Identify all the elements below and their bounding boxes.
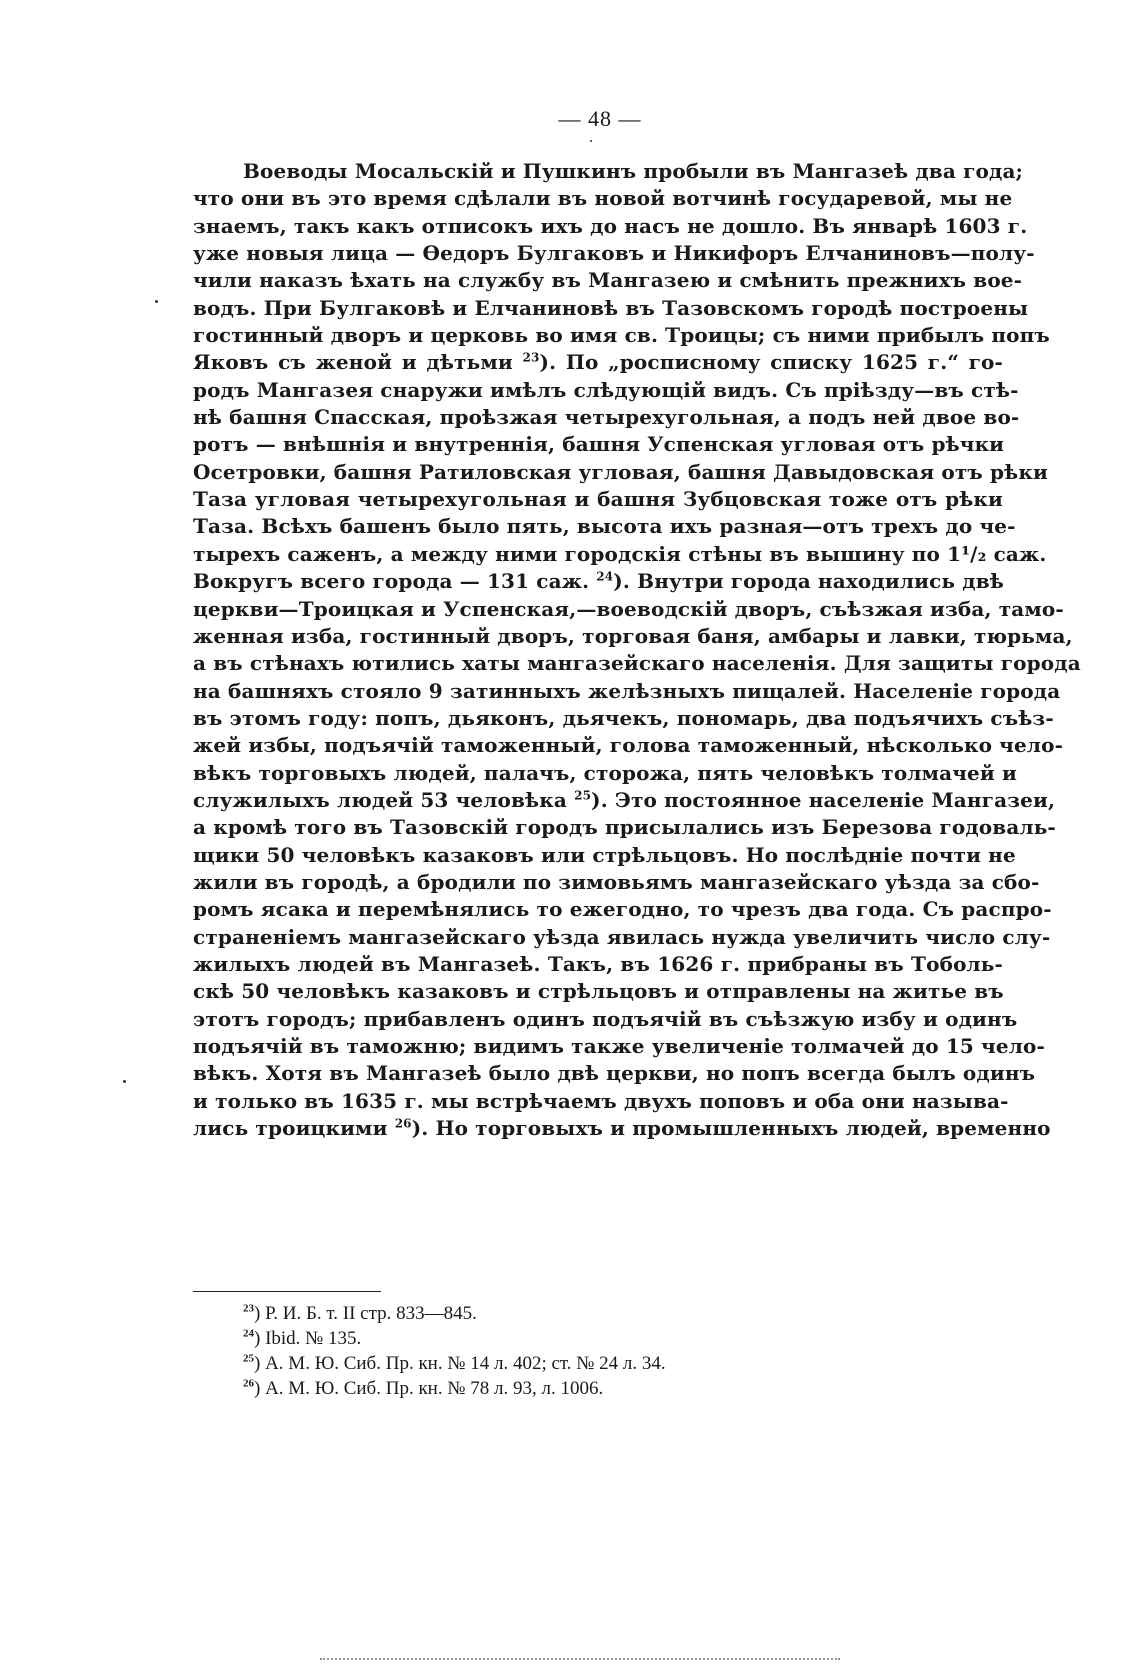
- text-line: ромъ ясака и перемѣнялись то ежегодно, то чрезъ два года. Съ распро-: [193, 897, 1052, 922]
- text-line: Вокругъ всего города — 131 саж. $^{24}$). Внутри города находились двѣ: [193, 569, 1004, 594]
- text-line: а въ стѣнахъ ютились хаты мангазейскаго населенія. Для защиты города: [193, 651, 1081, 676]
- text-line: лись троицкими $^{26}$). Но торговыхъ и промышленныхъ людей, временно: [193, 1116, 1051, 1141]
- text-line: щики 50 человѣкъ казаковъ или стрѣльцовъ. Но послѣдніе почти не: [193, 842, 1016, 867]
- text-line: скѣ 50 человѣкъ казаковъ и стрѣльцовъ и отправлены на житье въ: [193, 979, 1004, 1004]
- footnote-item: [243, 1376, 943, 1401]
- footnote-item: [243, 1301, 943, 1326]
- scan-speck: [590, 140, 592, 142]
- text-line: нѣ башня Спасская, проѣзжая четырехугольная, а подъ ней двое во-: [193, 405, 1020, 430]
- text-line: вѣкъ торговыхъ людей, палачъ, сторожа, пять человѣкъ толмачей и: [193, 760, 1017, 785]
- footnote-mark: 23: [243, 1302, 254, 1315]
- text-line: жили въ городѣ, а бродили по зимовьямъ мангазейскаго уѣзда за сбо-: [193, 869, 1040, 894]
- footnote-reference[interactable]: 24: [596, 569, 614, 584]
- text-line: ротъ — внѣшнія и внутреннія, башня Успенская угловая отъ рѣчки: [193, 432, 1005, 457]
- text-line: церкви—Троицкая и Успенская,—воеводскій дворъ, съѣзжая изба, тамо-: [193, 596, 1064, 621]
- scan-speck: [155, 300, 158, 303]
- text-line: въ этомъ году: попъ, дьяконъ, дьячекъ, пономарь, два подъячихъ съѣз-: [193, 705, 1054, 730]
- text-line: подъячій въ таможню; видимъ также увеличеніе толмачей до 15 чело-: [193, 1034, 1045, 1058]
- text-line: Таза угловая четырехугольная и башня Зубцовская тоже отъ рѣки: [193, 487, 1003, 512]
- text-line: вѣкъ. Хотя въ Мангазеѣ было двѣ церкви, но попъ всегда былъ одинъ: [193, 1061, 1036, 1086]
- footnote-reference[interactable]: 25: [574, 788, 592, 803]
- footnote-item: [243, 1326, 943, 1351]
- text-line: гостинный дворъ и церковь во имя св. Троицы; съ ними прибылъ попъ: [193, 323, 1050, 348]
- text-line: страненіемъ мангазейскаго уѣзда явилась нужда увеличить число слу-: [193, 924, 1051, 949]
- scan-speck: [123, 1080, 126, 1083]
- text-line: на башняхъ стояло 9 затинныхъ желѣзныхъ пищалей. Населеніе города: [193, 678, 1061, 703]
- footnote-text: ) Р. И. Б. т. II стр. 833—845.: [254, 1303, 477, 1324]
- text-line: родъ Мангазея снаружи имѣлъ слѣдующій видъ. Съ пріѣзду—въ стѣ-: [193, 377, 1019, 402]
- text-line: Таза. Всѣхъ башенъ было пять, высота ихъ разная—отъ трехъ до че-: [193, 514, 1016, 539]
- text-line: Яковъ съ женой и дѣтьми $^{23}$). По „росписному списку 1625 г.“ го-: [193, 350, 1003, 375]
- text-line: чили наказъ ѣхать на службу въ Мангазею и смѣнить прежнихъ вое-: [193, 268, 1023, 293]
- text-line: жей избы, подъячій таможенный, голова таможенный, нѣсколько чело-: [193, 733, 1064, 758]
- footnote-mark: 26: [243, 1377, 254, 1390]
- footnote-text: ) А. М. Ю. Сиб. Пр. кн. № 78 л. 93, л. 1006.: [254, 1378, 604, 1399]
- text-line: этотъ городъ; прибавленъ одинъ подъячій въ съѣзжую избу и одинъ: [193, 1006, 1018, 1031]
- text-line: знаемъ, такъ какъ отписокъ ихъ до насъ не дошло. Въ январѣ 1603 г.: [193, 213, 1028, 238]
- footnote-text: ) А. М. Ю. Сиб. Пр. кн. № 14 л. 402; ст. № 24 л. 34.: [254, 1353, 666, 1374]
- footnote-mark: 24: [243, 1327, 254, 1340]
- text-line: жилыхъ людей въ Мангазеѣ. Такъ, въ 1626 г. прибраны въ Тоболь-: [193, 951, 1003, 976]
- footnotes: [243, 1301, 943, 1401]
- text-line: служилыхъ людей 53 человѣка $^{25}$). Это постоянное населеніе Мангазеи,: [193, 787, 1056, 812]
- footnote-text: ) Ibid. № 135.: [254, 1328, 362, 1349]
- footnote-reference[interactable]: 26: [394, 1116, 412, 1131]
- footnote-divider: [193, 1291, 381, 1292]
- text-line: тырехъ саженъ, а между ними городскія стѣны въ вышину по 1¹/₂ саж.: [193, 541, 1047, 566]
- page-number: — 48 —: [558, 106, 642, 131]
- footnote-mark: 25: [243, 1352, 254, 1365]
- text-line: что они въ это время сдѣлали въ новой вотчинѣ государевой, мы не: [193, 186, 1013, 211]
- text-line: и только въ 1635 г. мы встрѣчаемъ двухъ поповъ и оба они называ-: [193, 1088, 1009, 1113]
- body-text: [193, 158, 1081, 1142]
- text-line: Воеводы Мосальскій и Пушкинъ пробыли въ Мангазеѣ два года;: [243, 159, 1024, 183]
- text-line: а кромѣ того въ Тазовскій городъ присылались изъ Березова годоваль-: [193, 815, 1056, 840]
- text-line: женная изба, гостинный дворъ, торговая баня, амбары и лавки, тюрьма,: [193, 623, 1073, 648]
- text-line: водъ. При Булгаковѣ и Елчаниновѣ въ Тазовскомъ городѣ построены: [193, 295, 1029, 320]
- text-line: уже новыя лица — Ѳедоръ Булгаковъ и Никифоръ Елчаниновъ—полу-: [193, 241, 1035, 266]
- footnote-reference[interactable]: 23: [522, 350, 540, 365]
- footnote-item: [243, 1351, 943, 1376]
- text-line: Осетровки, башня Ратиловская угловая, башня Давыдовская отъ рѣки: [193, 459, 1048, 484]
- scan-edge-marks: [320, 1658, 840, 1664]
